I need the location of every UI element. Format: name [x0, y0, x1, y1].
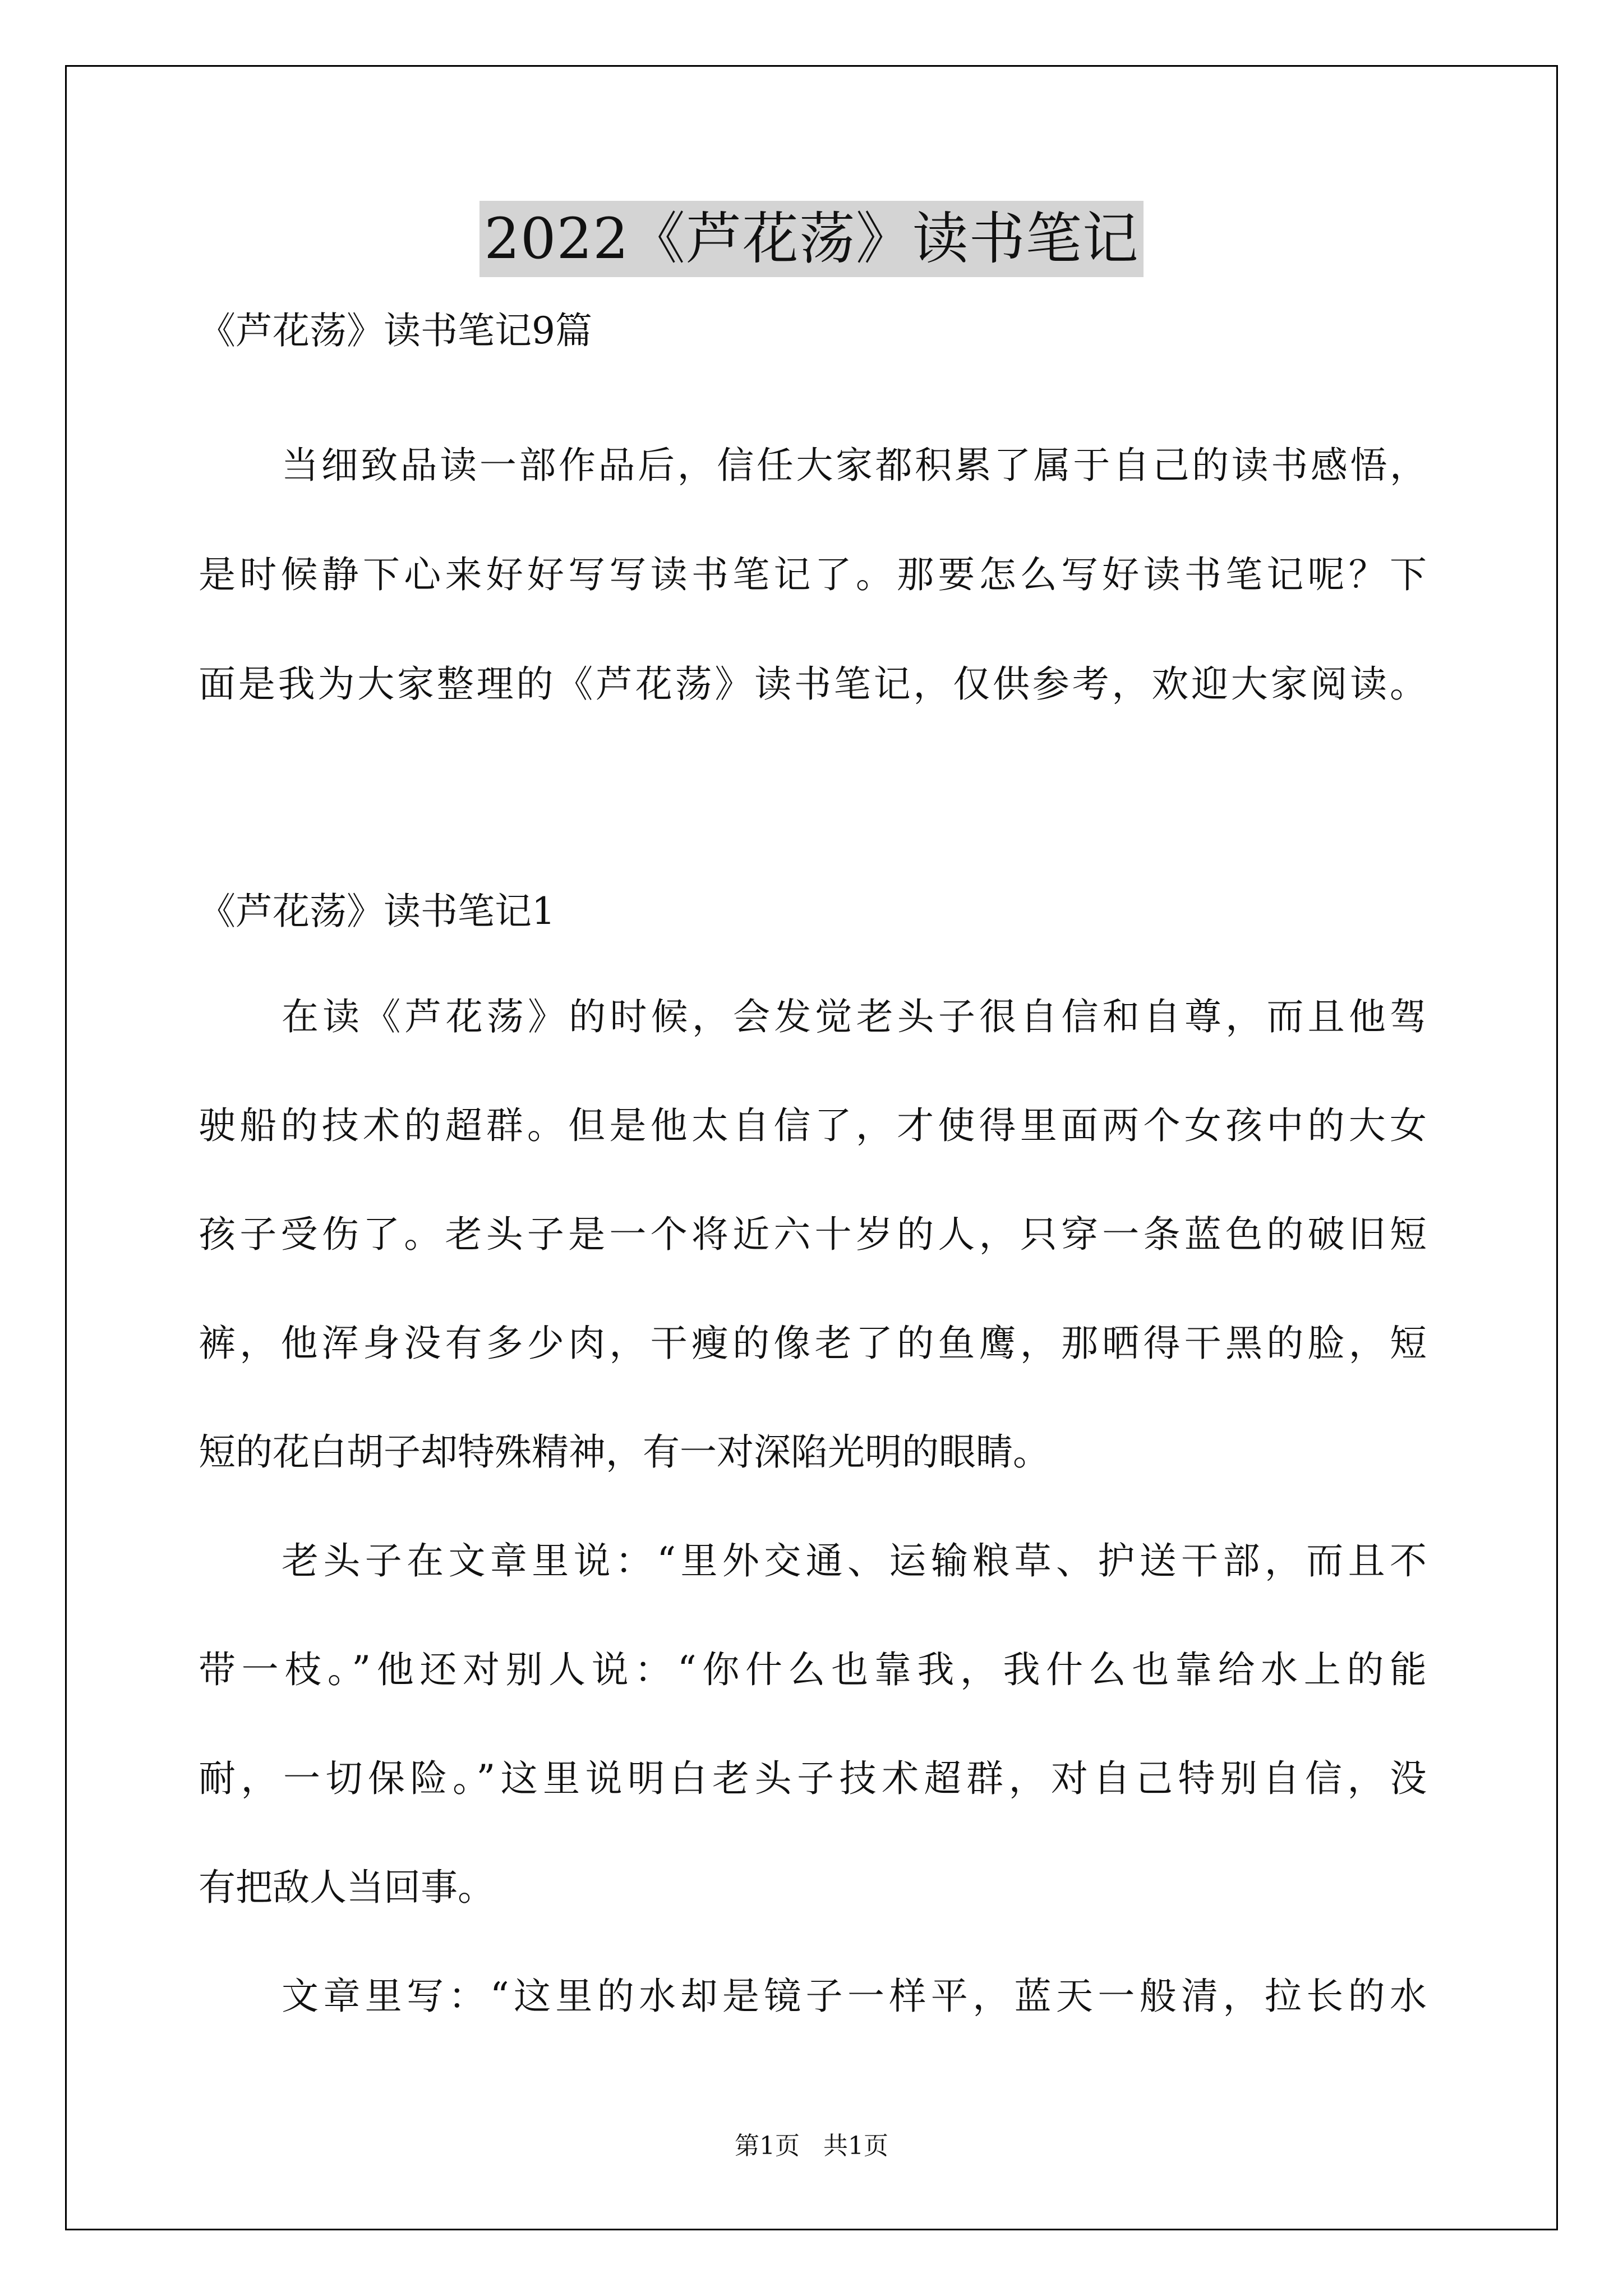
paragraph-line: 驶船的技术的超群。但是他太自信了，才使得里面两个女孩中的大女: [199, 1104, 1427, 1147]
paragraph-line: 带一枝。”他还对别人说：“你什么也靠我，我什么也靠给水上的能: [199, 1648, 1427, 1691]
paragraph-line: 有把敌人当回事。: [199, 1866, 495, 1909]
paragraph-line: 老头子在文章里说：“里外交通、运输粮草、护送干部，而且不: [282, 1539, 1427, 1582]
intro-line: 是时候静下心来好好写写读书笔记了。那要怎么写好读书笔记呢？下: [199, 553, 1427, 596]
document-title: 2022《芦花荡》读书笔记: [479, 201, 1144, 277]
paragraph-line: 耐，一切保险。”这里说明白老头子技术超群，对自己特别自信，没: [199, 1757, 1427, 1800]
section-heading: 《芦花荡》读书笔记1: [199, 890, 555, 933]
document-subtitle: 《芦花荡》读书笔记9篇: [199, 309, 592, 352]
paragraph-line: 裤，他浑身没有多少肉，干瘦的像老了的鱼鹰，那晒得干黑的脸，短: [199, 1322, 1427, 1365]
intro-line: 面是我为大家整理的《芦花荡》读书笔记，仅供参考，欢迎大家阅读。: [199, 662, 1427, 706]
paragraph-line: 文章里写：“这里的水却是镜子一样平，蓝天一般清，拉长的水: [282, 1975, 1427, 2018]
title-container: [0, 201, 1623, 277]
paragraph-line: 在读《芦花荡》的时候，会发觉老头子很自信和自尊，而且他驾: [282, 995, 1427, 1038]
paragraph-line: 短的花白胡子却特殊精神，有一对深陷光明的眼睛。: [199, 1430, 1050, 1474]
paragraph-line: 孩子受伤了。老头子是一个将近六十岁的人，只穿一条蓝色的破旧短: [199, 1213, 1427, 1256]
intro-line: 当细致品读一部作品后，信任大家都积累了属于自己的读书感悟，: [282, 444, 1427, 487]
page-number-footer: 第1页 共1页: [735, 2132, 888, 2160]
